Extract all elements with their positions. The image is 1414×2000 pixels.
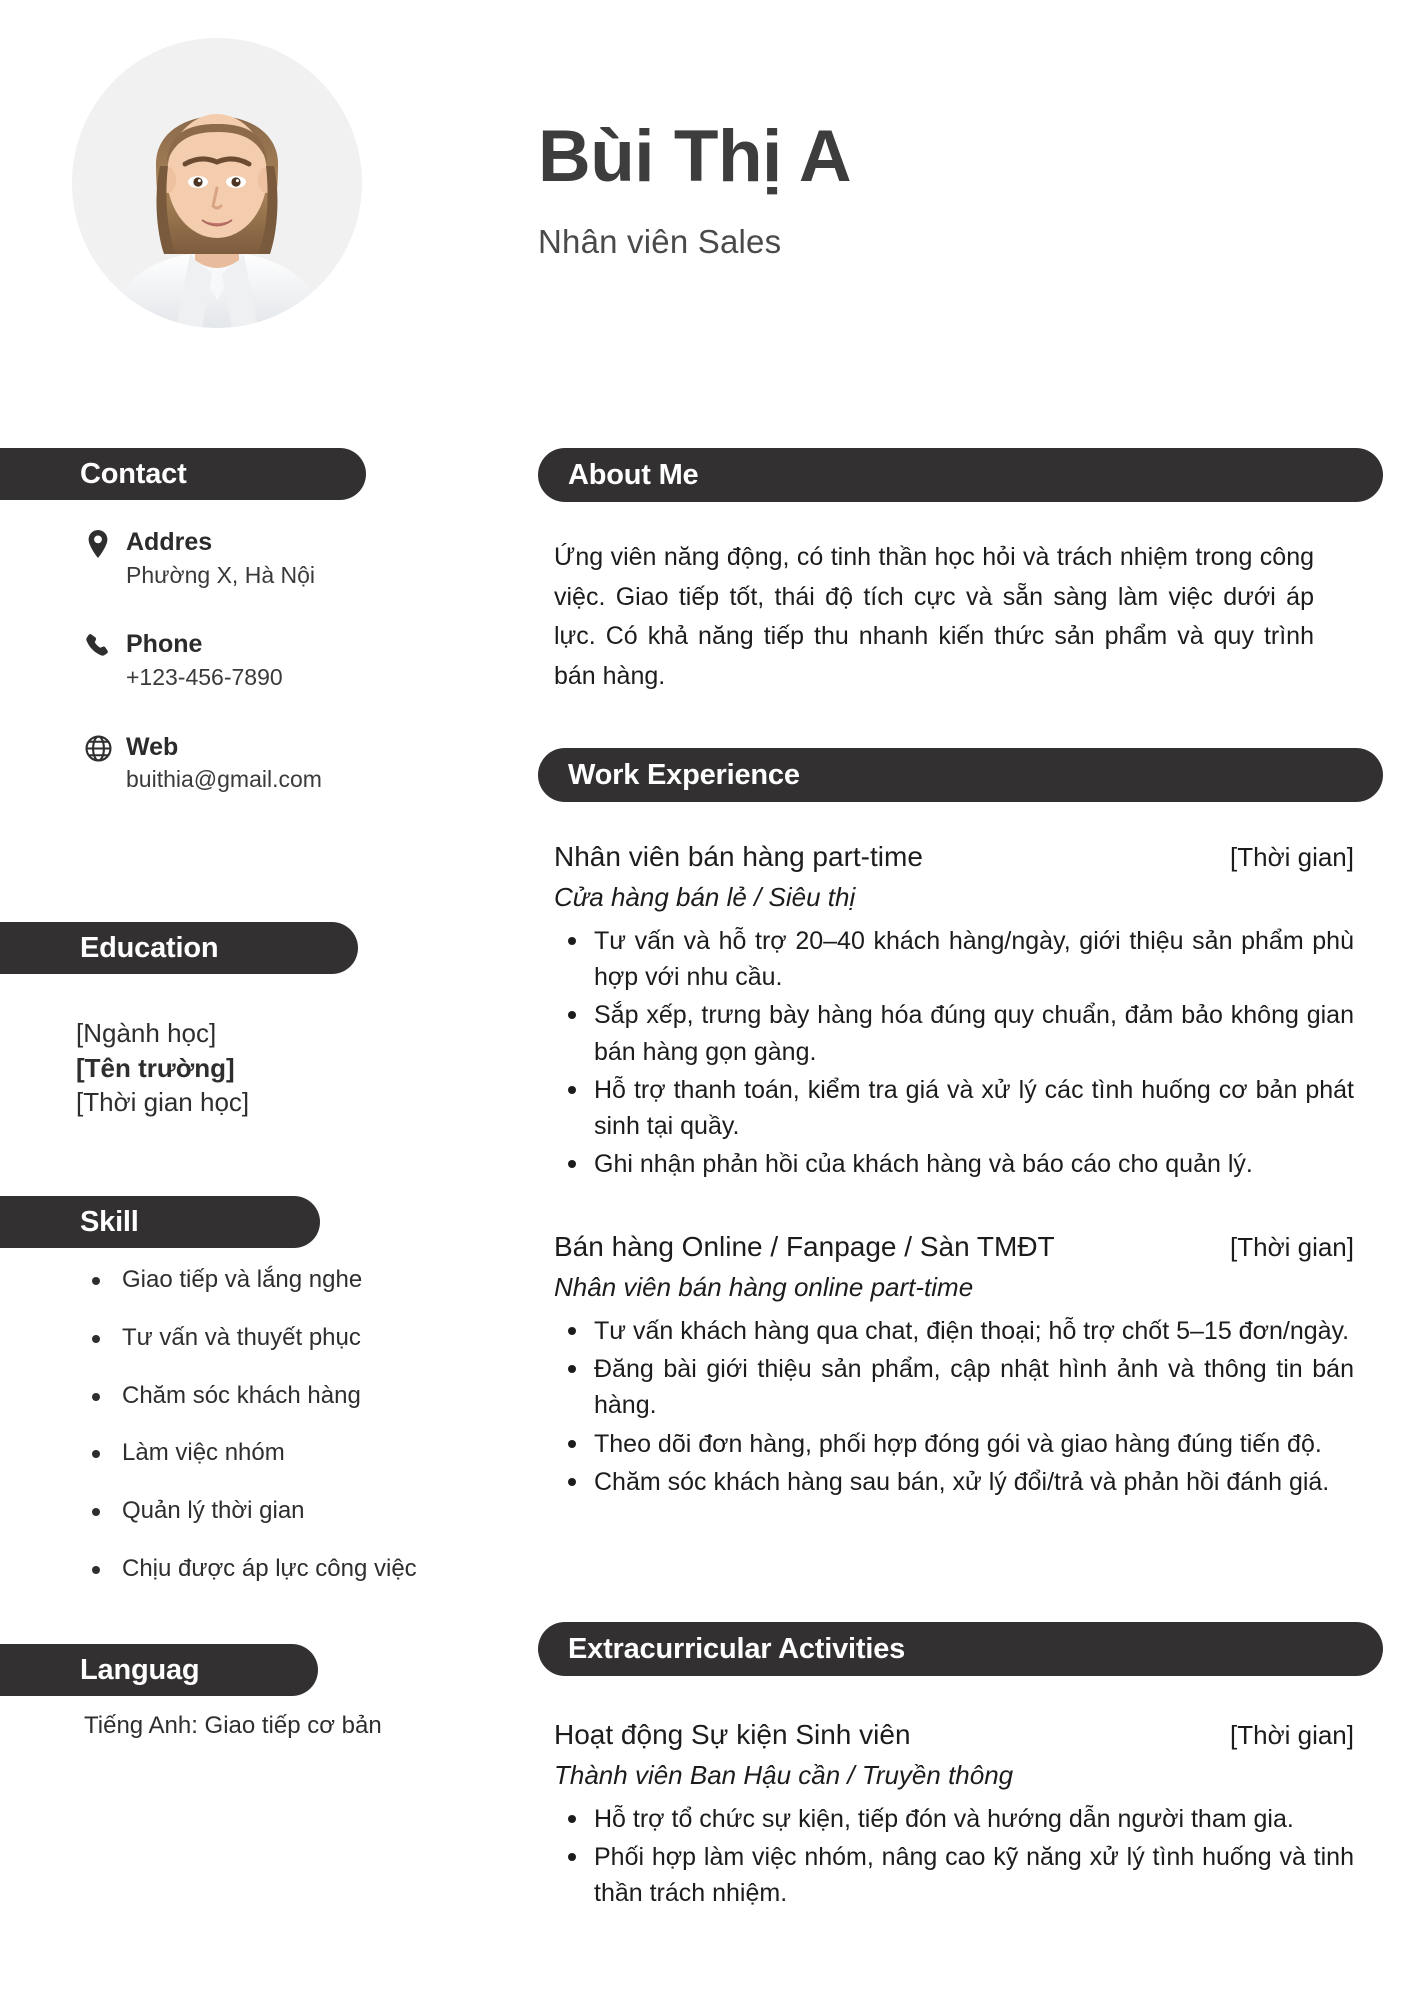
contact-label-web: Web	[126, 732, 179, 761]
job-title: Nhân viên Sales	[538, 223, 782, 261]
list-item: Tư vấn và thuyết phục	[88, 1324, 468, 1353]
list-item: Tư vấn và hỗ trợ 20–40 khách hàng/ngày, giới thiệu sản phẩm phù hợp với nhu cầu.	[554, 923, 1354, 996]
language-list	[84, 1712, 464, 1740]
extracurricular-entry-date: [Thời gian]	[1230, 1720, 1354, 1750]
work-entry	[554, 840, 1354, 1185]
section-heading-contact	[0, 448, 366, 500]
language-heading-label: Languag	[80, 1653, 200, 1686]
work-entry	[554, 1230, 1354, 1502]
about-me-heading-label: About Me	[568, 458, 699, 491]
section-heading-language	[0, 1644, 318, 1696]
list-item: Làm việc nhóm	[88, 1439, 468, 1468]
contact-value-web: buithia@gmail.com	[126, 766, 322, 793]
extracurricular-entry-title: Hoạt động Sự kiện Sinh viên	[554, 1719, 911, 1750]
extracurricular-entry	[554, 1718, 1354, 1914]
list-item: Đăng bài giới thiệu sản phẩm, cập nhật hình ảnh và thông tin bán hàng.	[554, 1351, 1354, 1424]
work-entry-date: [Thời gian]	[1230, 1232, 1354, 1262]
list-item: Hỗ trợ thanh toán, kiểm tra giá và xử lý các tình huống cơ bản phát sinh tại quầy.	[554, 1072, 1354, 1145]
skill-heading-label: Skill	[80, 1205, 139, 1238]
education-body	[76, 1016, 446, 1120]
location-pin-icon	[84, 530, 112, 558]
section-heading-work-experience	[538, 748, 1383, 802]
page-title: Bùi Thị A	[538, 116, 852, 197]
sidebar	[0, 0, 470, 2000]
section-heading-skill	[0, 1196, 320, 1248]
contact-heading-label: Contact	[80, 457, 187, 490]
list-item: Tiếng Anh: Giao tiếp cơ bản	[84, 1712, 382, 1739]
list-item: Tư vấn khách hàng qua chat, điện thoại; hỗ trợ chốt 5–15 đơn/ngày.	[554, 1313, 1354, 1349]
work-entry-date: [Thời gian]	[1230, 842, 1354, 872]
skill-list	[88, 1266, 468, 1613]
work-entry-subtitle: Cửa hàng bán lẻ / Siêu thị	[554, 881, 856, 912]
list-item: Chăm sóc khách hàng sau bán, xử lý đổi/trả và phản hồi đánh giá.	[554, 1464, 1354, 1500]
list-item: Chăm sóc khách hàng	[88, 1382, 468, 1411]
extracurricular-entry-subtitle: Thành viên Ban Hậu cần / Truyền thông	[554, 1759, 1014, 1790]
education-school: [Tên trường]	[76, 1052, 235, 1083]
contact-list	[84, 528, 454, 835]
list-item: Theo dõi đơn hàng, phối hợp đóng gói và giao hàng đúng tiến độ.	[554, 1426, 1354, 1462]
education-period: [Thời gian học]	[76, 1087, 250, 1118]
contact-value-phone: +123-456-7890	[126, 663, 283, 690]
list-item: Hỗ trợ tổ chức sự kiện, tiếp đón và hướng dẫn người tham gia.	[554, 1801, 1354, 1837]
list-item: Ghi nhận phản hồi của khách hàng và báo cáo cho quản lý.	[554, 1146, 1354, 1182]
education-heading-label: Education	[80, 931, 219, 964]
list-item: Giao tiếp và lắng nghe	[88, 1266, 468, 1295]
work-entry-head	[554, 1230, 1354, 1264]
list-item: Sắp xếp, trưng bày hàng hóa đúng quy chuẩn, đảm bảo không gian bán hàng gọn gàng.	[554, 997, 1354, 1070]
work-entry-bullets	[554, 923, 1354, 1183]
globe-icon	[84, 735, 112, 763]
extracurricular-entry-head	[554, 1718, 1354, 1752]
work-entry-head	[554, 840, 1354, 874]
contact-label-phone: Phone	[126, 630, 203, 659]
section-heading-about-me	[538, 448, 1383, 502]
contact-item-phone	[84, 630, 454, 692]
contact-value-address: Phường X, Hà Nội	[126, 561, 316, 588]
name-block	[538, 118, 1358, 261]
list-item: Chịu được áp lực công việc	[88, 1555, 468, 1584]
education-major: [Ngành học]	[76, 1018, 217, 1048]
work-experience-heading-label: Work Experience	[568, 758, 800, 791]
section-heading-extracurricular	[538, 1622, 1383, 1676]
contact-item-web	[84, 733, 454, 795]
extracurricular-heading-label: Extracurricular Activities	[568, 1632, 906, 1665]
section-heading-education	[0, 922, 358, 974]
work-entry-title: Bán hàng Online / Fanpage / Sàn TMĐT	[554, 1231, 1055, 1262]
extracurricular-entry-bullets	[554, 1801, 1354, 1912]
about-me-text: Ứng viên năng động, có tinh thần học hỏi và trách nhiệm trong công việc. Giao tiếp tốt, thái độ tích cực và sẵn sàng làm việc dưới áp lực. Có khả năng tiếp thu nhanh kiến thức sản phẩm và quy trình bán hàng.	[554, 543, 1314, 690]
contact-label-address: Addres	[126, 528, 213, 556]
list-item: Quản lý thời gian	[88, 1497, 468, 1526]
work-entry-subtitle: Nhân viên bán hàng online part-time	[554, 1271, 974, 1302]
work-entry-title: Nhân viên bán hàng part-time	[554, 841, 923, 872]
work-entry-bullets	[554, 1313, 1354, 1500]
contact-item-address	[84, 528, 454, 590]
phone-icon	[84, 632, 112, 660]
list-item: Phối hợp làm việc nhóm, nâng cao kỹ năng xử lý tình huống và tinh thần trách nhiệm.	[554, 1839, 1354, 1912]
